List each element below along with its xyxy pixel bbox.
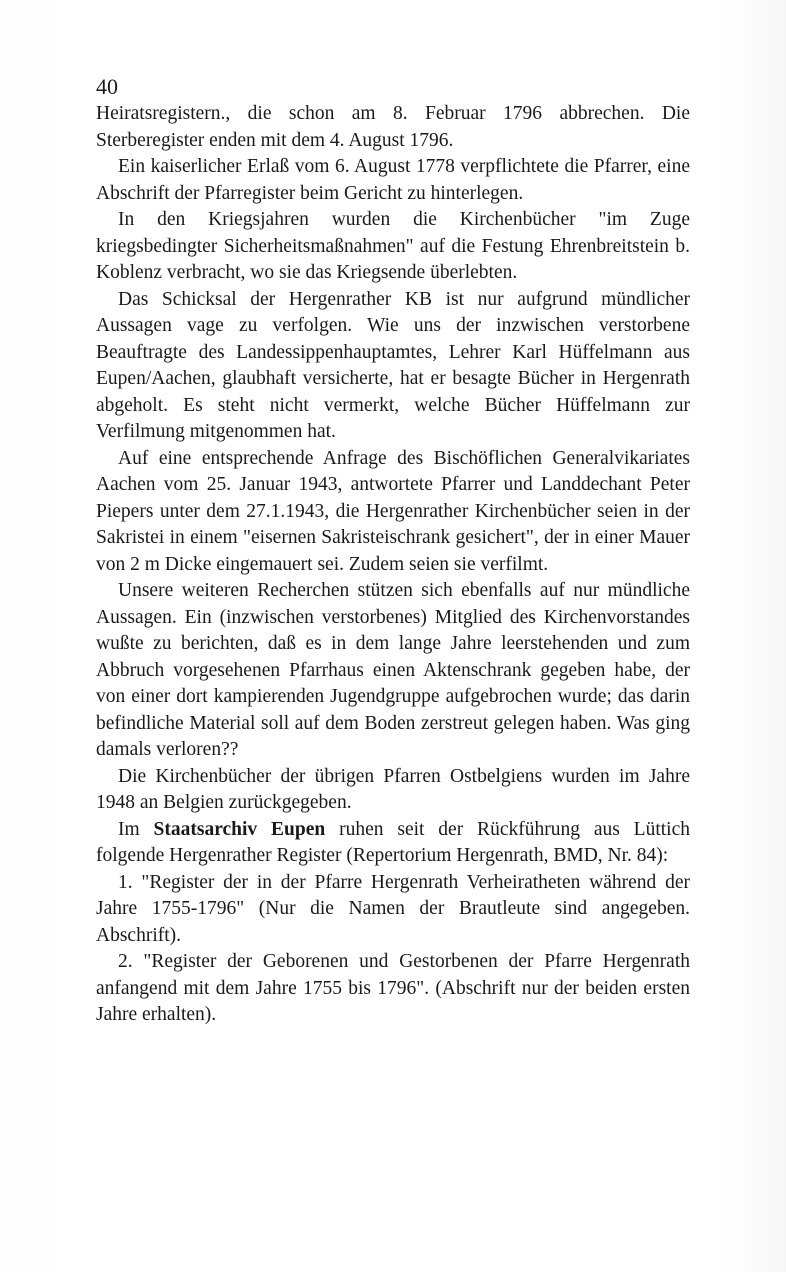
archive-name: Staatsarchiv Eupen xyxy=(153,818,326,840)
paragraph-6: Unsere weiteren Recherchen stützen sich ebenfalls auf nur mündliche Aussagen. Ein (inzwischen verstorbenes) Mitglied des Kirchenvorstandes wußte zu berichten, daß es in dem lange Jahre leerstehenden und zum Abbruch vorgesehenen Pfarrhaus einen Aktenschrank gegeben habe, der von einer dort kampierenden Jugendgruppe aufgebrochen wurde; das darin befindliche Material soll auf dem Boden zerstreut gelegen haben. Was ging damals verloren?? xyxy=(96,580,690,760)
register-item-1: 1. "Register der in der Pfarre Hergenrath Verheiratheten während der Jahre 1755-1796" (Nur die Namen der Brautleute sind angegeben. Abschrift). xyxy=(96,871,690,946)
paragraph-5: Auf eine entsprechende Anfrage des Bischöflichen Generalvikariates Aachen vom 25. Januar 1943, antwortete Pfarrer und Landdechant Peter Piepers unter dem 27.1.1943, die Hergenrather Kirchenbücher seien in der Sakristei in einem "eisernen Sakristeischrank gesichert", der in einer Mauer von 2 m Dicke eingemauert sei. Zudem seien sie verfilmt. xyxy=(96,447,690,575)
paragraph-8-prefix: Im xyxy=(118,818,154,840)
body-text xyxy=(96,101,690,1029)
paragraph-1: Heiratsregistern., die schon am 8. Februar 1796 abbrechen. Die Sterberegister enden mit dem 4. August 1796. xyxy=(96,103,690,151)
paragraph-3: In den Kriegsjahren wurden die Kirchenbücher "im Zuge kriegsbedingter Sicherheitsmaßnahmen" auf die Festung Ehrenbreitstein b. Koblenz verbracht, wo sie das Kriegsende überlebten. xyxy=(96,209,690,283)
page-number: 40 xyxy=(96,74,118,99)
paragraph-8-text: ruhen seit der Rückführung aus Lüttich folgende Hergenrather Register (Repertorium Hergenrath, BMD, Nr. 84): xyxy=(96,818,690,866)
paragraph-8 xyxy=(96,817,690,870)
paragraph-2: Ein kaiserlicher Erlaß vom 6. August 1778 verpflichtete die Pfarrer, eine Abschrift der Pfarregister beim Gericht zu hinterlegen. xyxy=(96,156,690,204)
register-item-2: 2. "Register der Geborenen und Gestorbenen der Pfarre Hergenrath anfangend mit dem Jahre 1755 bis 1796". (Abschrift nur der beiden ersten Jahre erhalten). xyxy=(96,951,690,1025)
paragraph-4: Das Schicksal der Hergenrather KB ist nur aufgrund mündlicher Aussagen vage zu verfolgen. Wie uns der inzwischen verstorbene Beauftragte des Landessippenhauptamtes, Lehrer Karl Hüffelmann aus Eupen/Aachen, glaubhaft versicherte, hat er besagte Bücher in Hergenrath abgeholt. Es steht nicht vermerkt, welche Bücher Hüffelmann zur Verfilmung mitgenommen hat. xyxy=(96,288,690,442)
paragraph-7: Die Kirchenbücher der übrigen Pfarren Ostbelgiens wurden im Jahre 1948 an Belgien zurückgegeben. xyxy=(96,765,690,813)
